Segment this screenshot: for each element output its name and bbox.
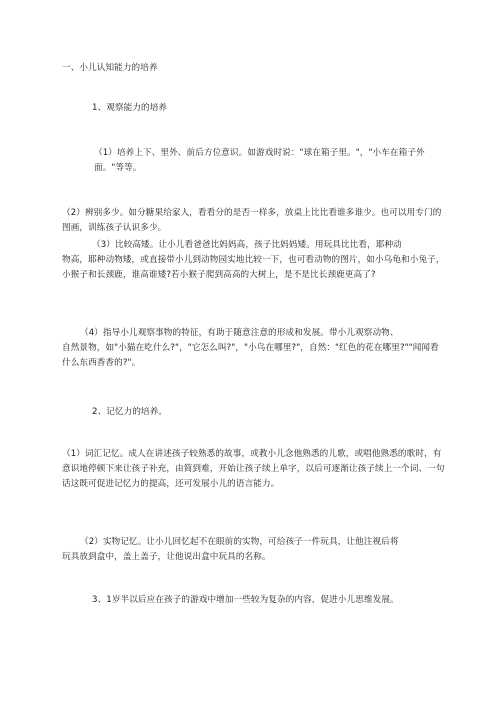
paragraph-direction: （1）培养上下、里外、前后方位意识。如游戏时说："球在箱子里。"，"小车在箱子外面。"等等。 (94, 148, 425, 173)
paragraph-vocabulary-memory: （1）词汇记忆。成人在讲述孩子较熟悉的故事，或教小儿念他熟悉的儿歌，或唱他熟悉的歌时，有意识地停顿下来让孩子补充，由简到难，开始让孩子续上单字，以后可逐渐让孩子续上一个词、一句话这既可促进记忆力的提高，还可发展小儿的语言能力。 (62, 449, 445, 489)
subsection-heading-thinking: 3、1岁半以后应在孩子的游戏中增加一些较为复杂的内容，促进小儿思维发展。 (92, 595, 399, 605)
paragraph-features-first-line: （4）指导小儿观察事物的特征，有助于随意注意的形成和发展。带小儿观察动物、 (80, 328, 399, 338)
subsection-heading-memory: 2、记忆力的培养。 (92, 407, 168, 417)
section-title: 一、小儿认知能力的培养 (62, 63, 158, 73)
paragraph-height-first-line: （3）比较高矮。让小儿看爸爸比妈妈高，孩子比妈妈矮。用玩具比比看，耶种动 (92, 240, 402, 250)
paragraph-object-memory-rest: 玩具放到盒中，盖上盖子，让他说出盒中玩具的名称。 (62, 552, 271, 562)
subsection-heading-observation: 1、观察能力的培养 (92, 103, 168, 113)
paragraph-object-memory-first-line: （2）实物记忆。让小儿回忆起不在眼前的实物，可给孩子一件玩具，让他注视后将 (80, 537, 399, 547)
paragraph-height-rest: 物高，耶种动物矮，或直接带小儿到动物园实地比较一下，也可看动物的图片，如小乌龟和小兔子，小猴子和长颈鹿，谁高谁矮?若小猴子爬到高高的大树上，是不是比长颈鹿更高了? (62, 255, 445, 280)
paragraph-quantity: （2）辨别多少。如分糖果给家人，看看分的是否一样多，放桌上比比看谁多谁少。也可以用专门的图画，训练孩子认识多少。 (62, 208, 442, 233)
paragraph-features-rest: 自然景物，如"小猫在吃什么?"，"它怎么叫?"，"小鸟在哪里?"，自然："红色的花在哪里?""闻闻看什么东西香香的?"。 (62, 343, 439, 368)
